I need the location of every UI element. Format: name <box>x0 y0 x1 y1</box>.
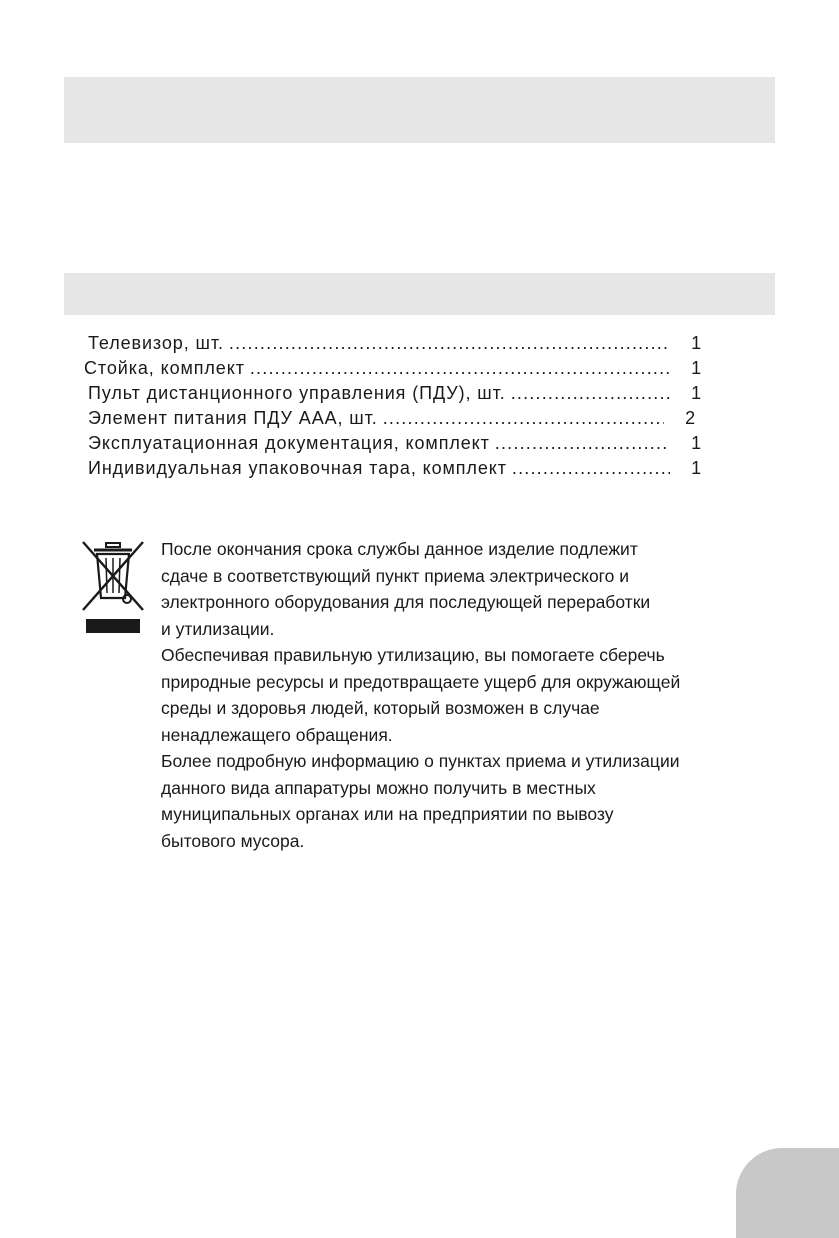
leader-dots <box>512 456 670 481</box>
item-name: Пульт дистанционного управления (ПДУ), шт. <box>88 383 506 403</box>
leader-dots <box>229 331 670 356</box>
notice-line: ненадлежащего обращения. <box>161 724 393 745</box>
notice-line: среды и здоровья людей, который возможен в случае <box>161 698 600 718</box>
list-item <box>82 456 702 481</box>
item-quantity: 1 <box>691 333 702 353</box>
page-number-tab <box>736 1148 839 1238</box>
list-item <box>82 356 702 381</box>
section-header-bar-top <box>64 77 775 143</box>
leader-dots <box>511 381 670 406</box>
notice-line: природные ресурсы и предотвращаете ущерб для окружающей <box>161 671 681 692</box>
item-quantity: 1 <box>691 383 702 403</box>
notice-line: Обеспечивая правильную утилизацию, вы помогаете сберечь <box>161 645 665 665</box>
section-header-bar-contents <box>64 273 775 315</box>
item-quantity: 1 <box>691 358 702 378</box>
crossed-out-wheeled-bin-icon <box>80 538 146 638</box>
leader-dots <box>250 356 670 381</box>
notice-line: Более подробную информацию о пунктах приема и утилизации <box>161 751 680 771</box>
disposal-notice <box>161 536 761 854</box>
notice-line: муниципальных органах или на предприятии по вывозу <box>161 804 614 824</box>
list-item <box>82 381 702 406</box>
item-quantity: 1 <box>691 458 702 478</box>
notice-line: бытового мусора. <box>161 830 305 851</box>
notice-line: После окончания срока службы данное изделие подлежит <box>161 539 638 559</box>
item-name: Элемент питания ПДУ ААА, шт. <box>88 408 378 428</box>
notice-line: электронного оборудования для последующей переработки <box>161 592 651 612</box>
package-contents-list <box>82 331 702 481</box>
leader-dots <box>383 406 664 431</box>
list-item <box>82 331 702 356</box>
notice-line: сдаче в соответствующий пункт приема электрического и <box>161 565 630 586</box>
item-quantity: 1 <box>691 433 702 453</box>
item-name: Эксплуатационная документация, комплект <box>88 433 490 453</box>
item-quantity: 2 <box>685 408 696 428</box>
notice-line: и утилизации. <box>161 618 275 639</box>
list-item <box>82 406 702 431</box>
notice-line: данного вида аппаратуры можно получить в местных <box>161 777 596 798</box>
list-item <box>82 431 702 456</box>
item-name: Телевизор, шт. <box>88 333 224 353</box>
item-name: Стойка, комплект <box>84 358 245 378</box>
leader-dots <box>495 431 670 456</box>
item-name: Индивидуальная упаковочная тара, комплект <box>88 458 507 478</box>
